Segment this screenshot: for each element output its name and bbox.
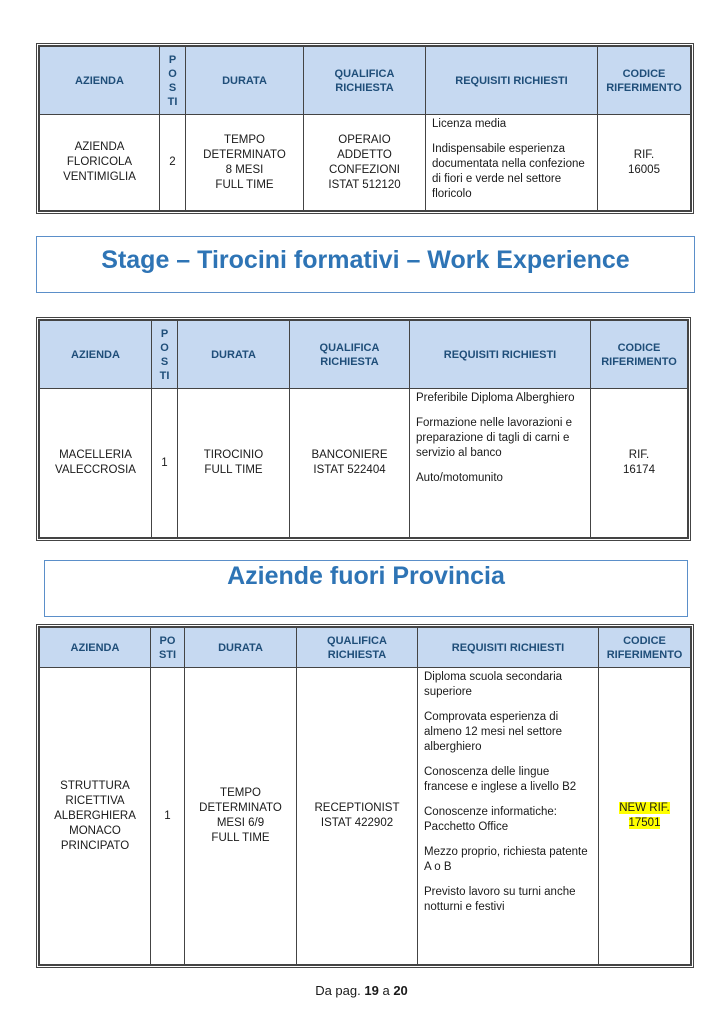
header-azienda: AZIENDA <box>40 628 151 668</box>
cell-durata: TEMPO DETERMINATO 8 MESI FULL TIME <box>186 115 304 211</box>
cell-qualifica: BANCONIERE ISTAT 522404 <box>290 389 410 538</box>
cell-durata: TEMPO DETERMINATO MESI 6/9 FULL TIME <box>185 668 297 965</box>
requirement-item: Licenza media <box>432 118 507 130</box>
requirement-item: Conoscenza delle lingue francese e inglese a livello B2 <box>424 766 577 793</box>
header-codice: CODICE RIFERIMENTO <box>598 47 691 115</box>
header-durata: DURATA <box>186 47 304 115</box>
cell-durata: TIROCINIO FULL TIME <box>178 389 290 538</box>
new-ref-highlight: NEW RIF. <box>619 802 670 814</box>
requirement-item: Conoscenze informatiche: Pacchetto Office <box>424 806 557 833</box>
job-table-2 <box>36 317 691 541</box>
cell-requisiti <box>410 389 591 538</box>
cell-posti: 1 <box>151 668 185 965</box>
header-posti: PO STI <box>151 628 185 668</box>
cell-codice <box>599 668 691 965</box>
job-table-3 <box>36 624 694 968</box>
cell-azienda: MACELLERIA VALECCROSIA <box>40 389 152 538</box>
header-requisiti: REQUISITI RICHIESTI <box>410 321 591 389</box>
cell-qualifica: OPERAIO ADDETTO CONFEZIONI ISTAT 512120 <box>304 115 426 211</box>
cell-codice: RIF. 16005 <box>598 115 691 211</box>
requirement-item: Diploma scuola secondaria superiore <box>424 671 563 698</box>
requirement-item: Indispensabile esperienza documentata nella confezione di fiori e verde nel settore floricolo <box>432 143 585 200</box>
header-qualifica: QUALIFICA RICHIESTA <box>304 47 426 115</box>
cell-posti: 2 <box>160 115 186 211</box>
requirement-item: Formazione nelle lavorazioni e preparazione di tagli di carni e servizio al banco <box>416 417 572 459</box>
requirement-item: Previsto lavoro su turni anche notturni e festivi <box>424 886 576 913</box>
header-codice: CODICE RIFERIMENTO <box>599 628 691 668</box>
requirement-item: Comprovata esperienza di almeno 12 mesi nel settore alberghiero <box>424 711 563 753</box>
job-table-1 <box>36 43 694 214</box>
header-azienda: AZIENDA <box>40 321 152 389</box>
requirement-item: Auto/motomunito <box>416 472 503 484</box>
header-codice: CODICE RIFERIMENTO <box>591 321 688 389</box>
requirement-item: Mezzo proprio, richiesta patente A o B <box>424 846 588 873</box>
cell-requisiti <box>418 668 599 965</box>
cell-azienda: AZIENDA FLORICOLA VENTIMIGLIA <box>40 115 160 211</box>
cell-codice: RIF. 16174 <box>591 389 688 538</box>
page-footer: Da pag. 19 a 20 <box>315 983 408 998</box>
cell-requisiti <box>426 115 598 211</box>
header-posti: P O S TI <box>160 47 186 115</box>
header-requisiti: REQUISITI RICHIESTI <box>418 628 599 668</box>
section-title-stage: Stage – Tirocini formativi – Work Experience <box>36 236 695 293</box>
cell-azienda: STRUTTURA RICETTIVA ALBERGHIERA MONACO PRINCIPATO <box>40 668 151 965</box>
cell-posti: 1 <box>152 389 178 538</box>
cell-qualifica: RECEPTIONIST ISTAT 422902 <box>297 668 418 965</box>
header-azienda: AZIENDA <box>40 47 160 115</box>
header-qualifica: QUALIFICA RICHIESTA <box>290 321 410 389</box>
header-posti: P O S TI <box>152 321 178 389</box>
header-qualifica: QUALIFICA RICHIESTA <box>297 628 418 668</box>
ref-number-highlight: 17501 <box>628 817 661 829</box>
section-title-fuori-provincia: Aziende fuori Provincia <box>44 560 688 617</box>
requirement-item: Preferibile Diploma Alberghiero <box>416 392 575 404</box>
header-durata: DURATA <box>178 321 290 389</box>
header-requisiti: REQUISITI RICHIESTI <box>426 47 598 115</box>
header-durata: DURATA <box>185 628 297 668</box>
